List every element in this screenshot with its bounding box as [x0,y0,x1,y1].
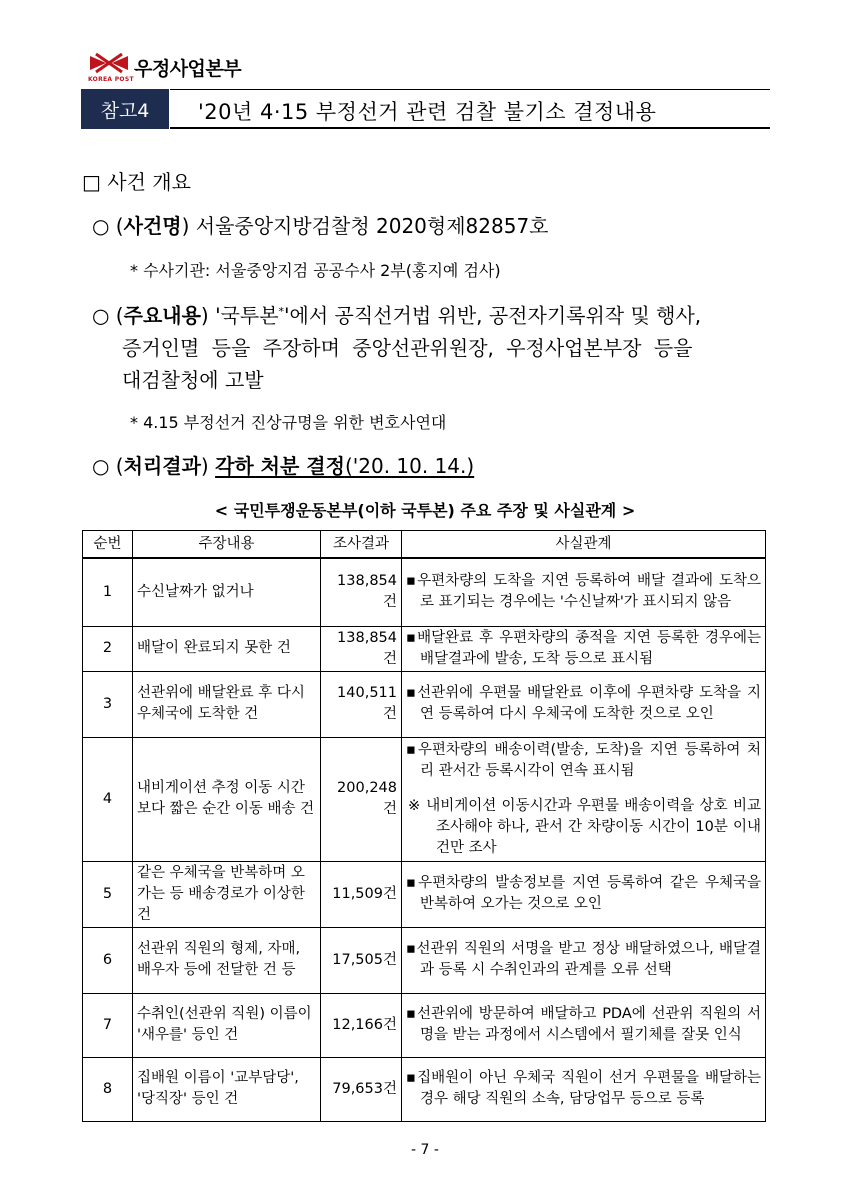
reference-badge: 참고4 [81,89,169,129]
row-claim: 선관위 직원의 형제, 자매, 배우자 등에 전달한 건 등 [133,927,321,993]
row-number: 4 [83,737,133,861]
row-claim: 집배원 이름이 '교부담당', '당직장' 등인 건 [133,1057,321,1121]
table-row [83,558,766,626]
table-row [83,1057,766,1121]
logo-subtext: KOREA POST [88,76,134,83]
row-fact: ▪우편차량의 도착을 지연 등록하여 배달 결과에 도착으로 표기되는 경우에는 '수신날짜'가 표시되지 않음 [402,558,766,626]
row-count: 79,653건 [321,1057,402,1121]
item-main-content: ○ (주요내용) '국투본*'에서 공직선거법 위반, 공전자기록위작 및 행사, 증거인멸 등을 주장하며 중앙선관위원장, 우정사업본부장 등을 대검찰청에 고발 [92,296,782,396]
row-number: 5 [83,861,133,927]
row-fact: ▪선관위에 방문하여 배달하고 PDA에 선관위 직원의 서명을 받는 과정에서 시스템에서 필기체를 잘못 인식 [402,993,766,1057]
row-fact: ▪선관위에 우편물 배달완료 이후에 우편차량 도착을 지연 등록하여 다시 우체국에 도착한 것으로 오인 [402,671,766,737]
row-count: 12,166건 [321,993,402,1057]
logo-text: 우정사업본부 [134,58,242,80]
item-result: ○ (처리결과) 각하 처분 결정('20. 10. 14.) [92,454,475,478]
item-label: 주요내용 [123,303,201,328]
item-label: 사건명 [123,214,182,238]
row-fact: ▪집배원이 아닌 우체국 직원이 선거 우편물을 배달하는 경우 해당 직원의 소속, 담당업무 등으로 등록 [402,1057,766,1121]
footnote-marker: * [278,305,285,318]
row-count: 17,505건 [321,927,402,993]
row-fact: ▪우편차량의 배송이력(발송, 도착)을 지연 등록하여 처리 관서간 등록시각이 연속 표시됨 ※ 내비게이션 이동시간과 우편물 배송이력을 상호 비교 조사해야 하나, 관서 간 차량이동 시간이 10분 이내 건만 조사 [402,737,766,861]
row-fact: ▪우편차량의 발송정보를 지연 등록하여 같은 우체국을 반복하여 오가는 것으로 오인 [402,861,766,927]
row-count: 11,509건 [321,861,402,927]
item-label: 처리결과 [123,454,201,478]
row-claim: 같은 우체국을 반복하며 오가는 등 배송경로가 이상한 건 [133,861,321,927]
row-number: 7 [83,993,133,1057]
header-no: 순번 [83,531,133,559]
row-claim: 수신날짜가 없거나 [133,558,321,626]
section-heading-text: 사건 개요 [107,170,191,194]
table-header-row [83,531,766,559]
item-text-a: '국투본 [215,303,279,328]
row-claim: 배달이 완료되지 못한 건 [133,626,321,671]
row-count: 138,854건 [321,558,402,626]
item-case-name: ○ (사건명) 서울중앙지방검찰청 2020형제82857호 [92,214,549,238]
table-row [83,626,766,671]
item-text: 서울중앙지방검찰청 2020형제82857호 [195,214,549,238]
section-heading [82,166,191,195]
item-note: * 4.15 부정선거 진상규명을 위한 변호사연대 [130,413,447,432]
header-claim: 주장내용 [133,531,321,559]
item-note: * 수사기관: 서울중앙지검 공공수사 2부(홍지예 검사) [130,261,501,280]
header-fact: 사실관계 [402,531,766,559]
row-count: 138,854건 [321,626,402,671]
title-rule-top [170,89,770,90]
table-row [83,927,766,993]
bullet-circle: ○ [92,214,110,238]
item-line-3: 대검찰청에 고발 [122,367,264,392]
logo [88,52,248,84]
row-number: 6 [83,927,133,993]
header-count: 조사결과 [321,531,402,559]
row-fact-note: ※ 내비게이션 이동시간과 우편물 배송이력을 상호 비교 조사해야 하나, 관서 간 차량이동 시간이 10분 이내 건만 조사 [408,797,761,856]
table-row [83,737,766,861]
row-number: 3 [83,671,133,737]
row-claim: 수취인(선관위 직원) 이름이 '새우를' 등인 건 [133,993,321,1057]
row-fact: ▪배달완료 후 우편차량의 종적을 지연 등록한 경우에는 배달결과에 발송, 도착 등으로 표시됨 [402,626,766,671]
facts-table [82,530,766,1122]
item-text-b: '에서 공직선거법 위반, 공전자기록위작 및 행사, [284,303,702,328]
row-claim: 내비게이션 추정 이동 시간보다 짧은 순간 이동 배송 건 [133,737,321,861]
bullet-circle: ○ [92,454,110,478]
table-row [83,993,766,1057]
row-count: 140,511건 [321,671,402,737]
row-fact: ▪선관위 직원의 서명을 받고 정상 배달하였으나, 배달결과 등록 시 수취인과의 관계를 오류 선택 [402,927,766,993]
page-title: '20년 4·15 부정선거 관련 검찰 불기소 결정내용 [198,100,657,124]
row-number: 2 [83,626,133,671]
row-claim: 선관위에 배달완료 후 다시 우체국에 도착한 건 [133,671,321,737]
section-marker: □ [82,170,101,194]
table-row [83,861,766,927]
title-rule-bottom [170,127,770,129]
result-text: 각하 처분 결정('20. 10. 14.) [215,454,475,478]
table-caption: < 국민투쟁운동본부(이하 국투본) 주요 주장 및 사실관계 > [214,501,636,520]
item-line-2: 증거인멸 등을 주장하며 중앙선관위원장, 우정사업본부장 등을 [122,335,693,360]
table-row [83,671,766,737]
page-number: - 7 - [411,1142,439,1158]
row-number: 8 [83,1057,133,1121]
bullet-circle: ○ [92,303,110,328]
row-count: 200,248건 [321,737,402,861]
row-number: 1 [83,558,133,626]
